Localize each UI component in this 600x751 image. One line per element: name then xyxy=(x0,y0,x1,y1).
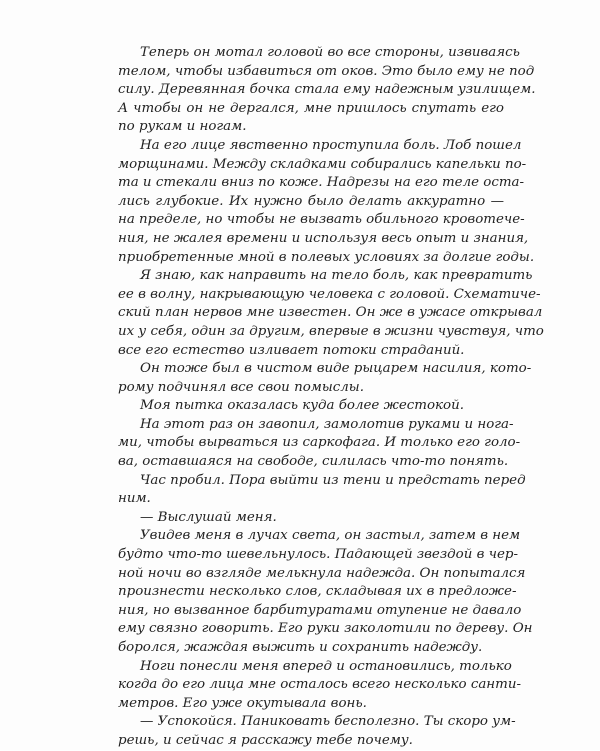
text-line: Ноги понесли меня вперед и остановились, только xyxy=(140,658,512,674)
text-line: силу. Деревянная бочка стала ему надежным узилищем. xyxy=(118,82,536,98)
text-line: все его естество изливает потоки страданий. xyxy=(118,342,465,358)
text-line: Он тоже был в чистом виде рыцарем насилия, кото- xyxy=(140,361,532,377)
text-line: Час пробил. Пора выйти из тени и предстать перед xyxy=(140,472,526,488)
text-line: ной ночи во взгляде мелькнула надежда. Он попытался xyxy=(118,565,526,581)
text-line: их у себя, один за другим, впервые в жизни чувствуя, что xyxy=(118,323,544,339)
text-line: лись глубокие. Их нужно было делать аккуратно — xyxy=(118,193,504,209)
text-line: будто что-то шевельнулось. Падающей звездой в чер- xyxy=(118,547,518,563)
text-line: ния, но вызванное барбитуратами отупение не давало xyxy=(118,602,522,618)
body-text xyxy=(118,44,544,751)
text-line: Моя пытка оказалась куда более жестокой. xyxy=(140,398,464,414)
text-line: На этот раз он завопил, замолотив руками и нога- xyxy=(140,416,514,432)
text-line: по рукам и ногам. xyxy=(118,119,247,135)
text-line: Увидев меня в лучах света, он застыл, затем в нем xyxy=(140,528,521,544)
text-line: Теперь он мотал головой во все стороны, извиваясь xyxy=(140,45,520,60)
text-line: приобретенные мной в полевых условиях за долгие годы. xyxy=(118,249,535,265)
text-line: ним. xyxy=(118,491,151,507)
text-line: боролся, жаждая выжить и сохранить надежду. xyxy=(118,640,483,655)
text-line: ми, чтобы вырваться из саркофага. И только его голо- xyxy=(118,435,521,451)
text-line: ский план нервов мне известен. Он же в ужасе открывал xyxy=(118,305,543,321)
text-line: — Выслушай меня. xyxy=(140,509,277,525)
text-line: рому подчинял все свои помыслы. xyxy=(118,379,364,395)
text-line: решь, и сейчас я расскажу тебе почему. xyxy=(118,732,413,748)
text-line: ва, оставшаяся на свободе, силилась что-то понять. xyxy=(118,454,509,470)
text-line: произнести несколько слов, складывая их в предложе- xyxy=(118,584,517,600)
text-line: А чтобы он не дергался, мне пришлось спутать его xyxy=(118,100,504,116)
text-line: — Успокойся. Паниковать бесполезно. Ты скоро ум- xyxy=(140,714,516,730)
text-line: морщинами. Между складками собирались капельки по- xyxy=(118,156,527,172)
text-line: та и стекали вниз по коже. Надрезы на его теле оста- xyxy=(118,175,525,191)
text-line: ее в волну, накрывающую человека с головой. Схематиче- xyxy=(118,286,541,302)
text-line: метров. Его уже окутывала вонь. xyxy=(118,695,367,711)
text-line: Я знаю, как направить на тело боль, как превратить xyxy=(140,268,533,284)
text-line: ния, не жалея времени и используя весь опыт и знания, xyxy=(118,230,529,246)
text-line: на пределе, но чтобы не вызвать обильного кровотече- xyxy=(118,212,525,228)
text-line: телом, чтобы избавиться от оков. Это было ему не под xyxy=(118,63,535,79)
text-line: На его лице явственно проступила боль. Лоб пошел xyxy=(140,137,522,153)
text-line: когда до его лица мне осталось всего несколько санти- xyxy=(118,677,521,693)
text-line: ему связно говорить. Его руки заколотили по дереву. Он xyxy=(118,621,533,637)
